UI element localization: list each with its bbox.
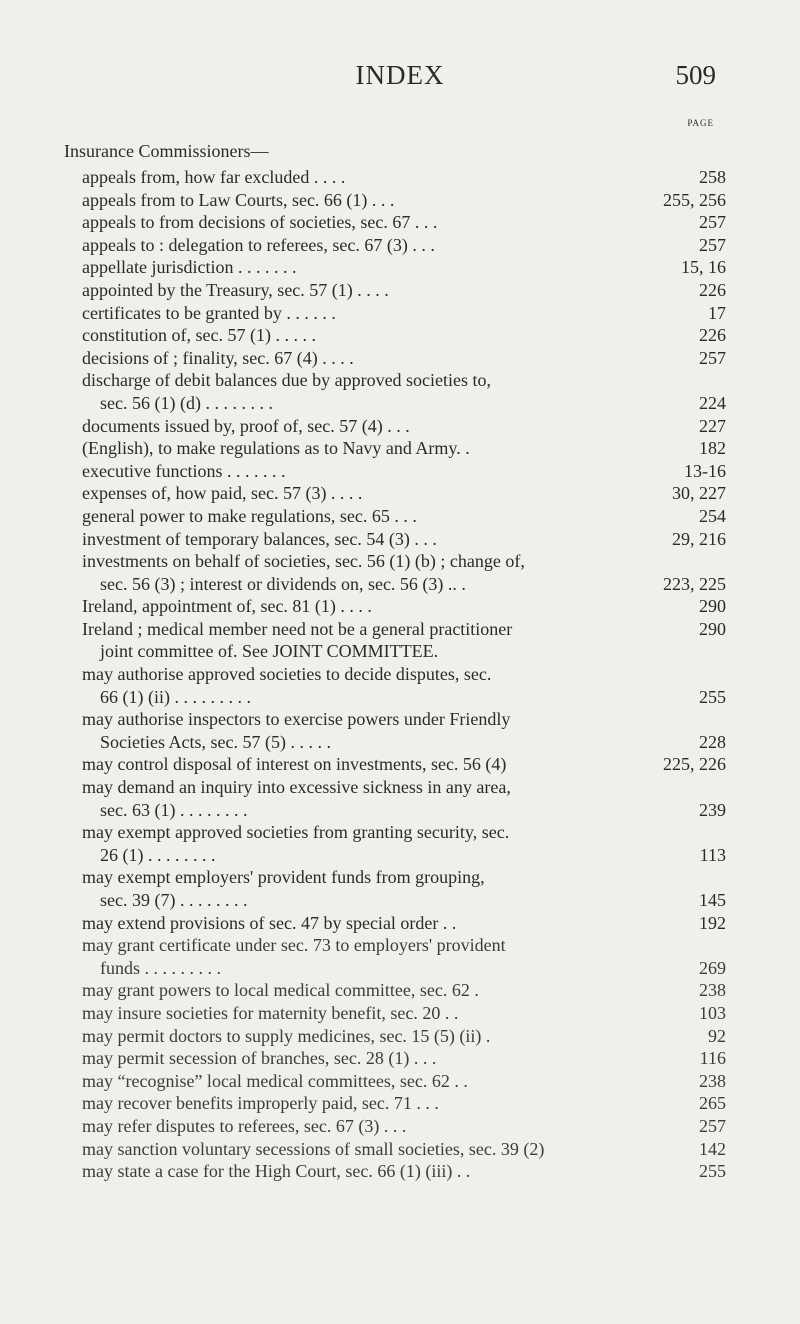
index-entry	[82, 482, 726, 505]
entry-text: appeals to from decisions of societies, sec. 67 . . .	[82, 212, 438, 233]
entry-text: 26 (1) . . . . . . . .	[100, 844, 216, 865]
entry-text: constitution of, sec. 57 (1) . . . . .	[82, 325, 316, 346]
entry-text: may exempt approved societies from granting security, sec.	[82, 822, 510, 843]
entry-page-ref: 255	[699, 686, 726, 707]
entry-page-ref: 113	[699, 844, 726, 865]
entry-text: appointed by the Treasury, sec. 57 (1) . . . .	[82, 279, 389, 300]
entry-text: may refer disputes to referees, sec. 67 (3) . . .	[82, 1115, 407, 1136]
index-entry	[82, 1002, 726, 1025]
index-heading: Insurance Commissioners—	[64, 141, 269, 161]
entry-page-ref: 290	[699, 596, 726, 617]
entry-page-ref: 265	[699, 1093, 726, 1114]
entry-text: appeals from, how far excluded . . . .	[82, 167, 346, 187]
entry-page-ref: 225, 226	[663, 754, 726, 775]
entry-text: may state a case for the High Court, sec. 66 (1) (iii) . .	[82, 1161, 471, 1182]
entry-page-ref: 290	[699, 618, 726, 639]
index-entry	[82, 528, 726, 551]
page-column-label: PAGE	[687, 118, 714, 128]
entry-page-ref: 257	[699, 234, 726, 255]
index-entry	[82, 663, 726, 708]
index-entry	[82, 279, 726, 302]
entry-text: sec. 56 (1) (d) . . . . . . . .	[100, 392, 273, 413]
index-entry	[82, 979, 726, 1002]
index-entry	[82, 776, 726, 821]
entry-text: may control disposal of interest on investments, sec. 56 (4)	[82, 754, 507, 775]
index-entry	[82, 1138, 726, 1161]
entry-page-ref: 17	[708, 302, 726, 323]
entry-text: may permit secession of branches, sec. 28 (1) . . .	[82, 1048, 437, 1069]
entry-text: may recover benefits improperly paid, sec. 71 . . .	[82, 1093, 439, 1114]
entry-page-ref: 257	[699, 1115, 726, 1136]
entry-page-ref: 92	[708, 1025, 726, 1046]
entry-text: discharge of debit balances due by approved societies to,	[82, 370, 492, 391]
entry-text: may exempt employers' provident funds from grouping,	[82, 867, 485, 888]
entry-text: investment of temporary balances, sec. 54 (3) . . .	[82, 528, 437, 549]
entry-text: executive functions . . . . . . .	[82, 460, 286, 481]
running-head-title: INDEX	[355, 60, 445, 90]
entry-page-ref: 142	[699, 1138, 726, 1159]
entry-text: may extend provisions of sec. 47 by special order . .	[82, 912, 457, 933]
entry-page-ref: 192	[699, 912, 726, 933]
entry-page-ref: 255, 256	[663, 189, 726, 210]
index-entry	[82, 866, 726, 911]
entry-page-ref: 238	[699, 980, 726, 1001]
entry-text: appellate jurisdiction . . . . . . .	[82, 257, 297, 278]
index-entry	[82, 1115, 726, 1138]
entry-text: may sanction voluntary secessions of small societies, sec. 39 (2)	[82, 1138, 545, 1159]
index-entry	[82, 912, 726, 935]
entry-text: may permit doctors to supply medicines, sec. 15 (5) (ii) .	[82, 1025, 491, 1046]
index-entry	[82, 415, 726, 438]
index-entry	[82, 595, 726, 618]
index-entry	[82, 934, 726, 979]
entry-text: investments on behalf of societies, sec. 56 (1) (b) ; change of,	[82, 551, 525, 572]
entry-page-ref: 255	[699, 1161, 726, 1182]
entry-text: expenses of, how paid, sec. 57 (3) . . . .	[82, 483, 363, 504]
entry-page-ref: 15, 16	[681, 257, 726, 278]
entry-page-ref: 228	[699, 731, 726, 752]
index-entry	[82, 189, 726, 212]
entry-text: may authorise approved societies to decide disputes, sec.	[82, 664, 492, 685]
entry-text: appeals to : delegation to referees, sec. 67 (3) . . .	[82, 234, 435, 255]
index-entry	[82, 1092, 726, 1115]
entry-text: may authorise inspectors to exercise powers under Friendly	[82, 709, 511, 730]
entry-text: sec. 39 (7) . . . . . . . .	[100, 890, 248, 910]
entry-page-ref: 269	[699, 957, 726, 978]
entry-text: may grant powers to local medical committee, sec. 62 .	[82, 980, 479, 1001]
index-entry	[82, 618, 726, 663]
index-entry	[82, 550, 726, 595]
entry-text: certificates to be granted by . . . . . .	[82, 302, 336, 323]
entry-text: Societies Acts, sec. 57 (5) . . . . .	[100, 731, 331, 752]
index-entry	[82, 1047, 726, 1070]
entry-text: funds . . . . . . . . .	[100, 957, 221, 978]
entry-text: documents issued by, proof of, sec. 57 (4) . . .	[82, 415, 410, 436]
entry-text: joint committee of. See JOINT COMMITTEE.	[100, 641, 439, 662]
index-entry	[82, 347, 726, 370]
entry-text: Ireland ; medical member need not be a general practitioner	[82, 618, 513, 639]
entry-text: general power to make regulations, sec. 65 . . .	[82, 505, 417, 526]
entry-page-ref: 103	[699, 1002, 726, 1023]
index-entry	[82, 505, 726, 528]
entry-text: may “recognise” local medical committees, sec. 62 . .	[82, 1070, 468, 1091]
entry-page-ref: 13-16	[684, 460, 726, 481]
entry-page-ref: 257	[699, 212, 726, 233]
index-entry	[82, 437, 726, 460]
entry-page-ref: 223, 225	[663, 573, 726, 594]
entry-text: may grant certificate under sec. 73 to employers' provident	[82, 935, 506, 956]
entry-page-ref: 239	[699, 799, 726, 820]
entry-page-ref: 238	[699, 1070, 726, 1091]
entry-text: (English), to make regulations as to Navy and Army. .	[82, 438, 470, 459]
index-entry	[82, 1160, 726, 1183]
index-entry	[82, 324, 726, 347]
index-entry	[82, 708, 726, 753]
entry-text: Ireland, appointment of, sec. 81 (1) . . . .	[82, 596, 372, 617]
entry-text: may insure societies for maternity benefit, sec. 20 . .	[82, 1002, 459, 1023]
index-entry	[82, 256, 726, 279]
index-entry	[82, 302, 726, 325]
entry-text: sec. 56 (3) ; interest or dividends on, sec. 56 (3) .. .	[100, 573, 466, 594]
entry-page-ref: 145	[699, 890, 726, 910]
entry-page-ref: 254	[699, 505, 726, 526]
entry-page-ref: 30, 227	[672, 483, 726, 504]
entry-text: appeals from to Law Courts, sec. 66 (1) . . .	[82, 189, 395, 210]
entry-page-ref: 226	[699, 279, 726, 300]
index-entry	[82, 821, 726, 866]
entry-text: 66 (1) (ii) . . . . . . . . .	[100, 686, 251, 707]
entry-page-ref: 257	[699, 347, 726, 368]
index-entry	[82, 460, 726, 483]
index-entry	[82, 1070, 726, 1093]
page-header	[0, 60, 800, 100]
index-entry	[82, 166, 726, 189]
entry-page-ref: 258	[699, 167, 726, 187]
entry-text: may demand an inquiry into excessive sickness in any area,	[82, 777, 511, 798]
index-entry	[82, 211, 726, 234]
entry-page-ref: 29, 216	[672, 528, 726, 549]
page-number: 509	[675, 60, 716, 90]
index-entry	[82, 369, 726, 414]
entry-text: sec. 63 (1) . . . . . . . .	[100, 799, 248, 820]
index-entries	[82, 166, 726, 1183]
index-entry	[82, 234, 726, 257]
entry-page-ref: 227	[699, 415, 726, 436]
entry-page-ref: 226	[699, 325, 726, 346]
index-entry	[82, 753, 726, 776]
entry-page-ref: 182	[699, 438, 726, 459]
entry-text: decisions of ; finality, sec. 67 (4) . . . .	[82, 347, 354, 368]
entry-page-ref: 116	[699, 1048, 726, 1069]
index-entry	[82, 1025, 726, 1048]
entry-page-ref: 224	[699, 392, 726, 413]
